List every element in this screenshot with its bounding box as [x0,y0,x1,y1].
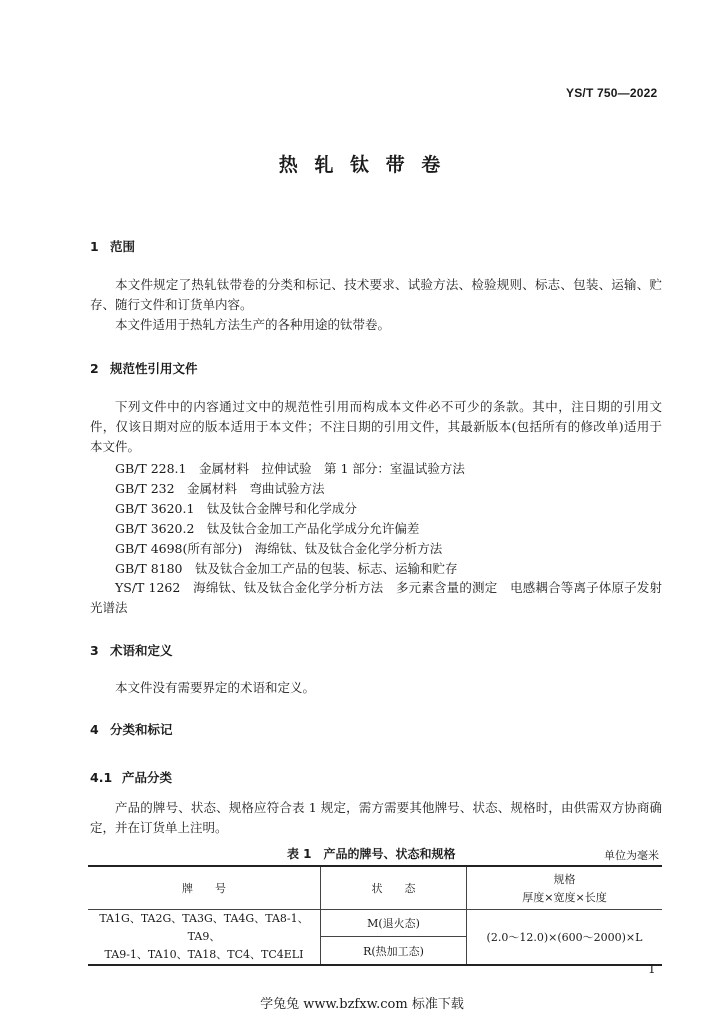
page-number: 1 [648,962,656,976]
state-cell: R(热加工态) [321,937,467,965]
paragraph: 下列文件中的内容通过文中的规范性引用而构成本文件必不可少的条款。其中，注日期的引用文件，仅该日期对应的版本适用于本文件；不注日期的引用文件，其最新版本(包括所有的修改单)适用于本文件。 [90,399,662,454]
reference-item: GB/T 4698(所有部分) 海绵钛、钛及钛合金化学分析方法 [115,541,443,556]
table-row [88,910,662,937]
section-title: 术语和定义 [110,643,173,658]
reference-item: GB/T 228.1 金属材料 拉伸试验 第 1 部分：室温试验方法 [115,461,465,476]
section-2-heading [90,359,198,377]
grades-line: TA9-1、TA10、TA18、TC4、TC4ELI [104,948,304,961]
table-header-row [88,866,662,910]
subsection-title: 产品分类 [122,770,173,785]
reference-item: YS/T 1262 海绵钛、钛及钛合金化学分析方法 多元素含量的测定 电感耦合等离子体原子发射光谱法 [90,580,662,615]
grades-cell [88,910,321,966]
grades-line: TA1G、TA2G、TA3G、TA4G、TA8-1、TA9、 [99,912,309,943]
header-state: 状 态 [321,866,467,910]
section-number: 2 [90,361,99,376]
table-unit: 单位为毫米 [604,849,659,862]
header-grade: 牌 号 [88,866,321,910]
product-table [88,865,662,966]
footer-watermark: 学兔兔 www.bzfxw.com 标准下载 [260,997,464,1012]
standard-code: YS/T 750—2022 [566,86,658,100]
section-number: 4 [90,722,99,737]
section-1-heading [90,237,135,255]
section-4-heading [90,720,173,738]
section-number: 1 [90,239,99,254]
paragraph: 本文件规定了热轧钛带卷的分类和标记、技术要求、试验方法、检验规则、标志、包装、运输、贮存、随行文件和订货单内容。 [90,277,662,312]
reference-item: GB/T 8180 钛及钛合金加工产品的包装、标志、运输和贮存 [115,561,458,576]
section-title: 范围 [110,239,136,254]
table-caption: 表 1 产品的牌号、状态和规格 [287,847,456,861]
paragraph: 本文件适用于热轧方法生产的各种用途的钛带卷。 [115,317,391,332]
header-spec-title: 规格 [553,873,576,886]
state-cell: M(退火态) [321,910,467,937]
subsection-4-1-heading [90,768,172,786]
header-spec [467,866,663,910]
reference-item: GB/T 232 金属材料 弯曲试验方法 [115,481,325,496]
reference-item: GB/T 3620.2 钛及钛合金加工产品化学成分允许偏差 [115,521,420,536]
section-title: 分类和标记 [110,722,173,737]
reference-item: GB/T 3620.1 钛及钛合金牌号和化学成分 [115,501,357,516]
header-spec-sub: 厚度×宽度×长度 [522,891,607,904]
spec-cell: (2.0～12.0)×(600～2000)×L [467,910,663,966]
paragraph: 产品的牌号、状态、规格应符合表 1 规定，需方需要其他牌号、状态、规格时，由供需双方协商确定，并在订货单上注明。 [90,800,662,835]
subsection-number: 4.1 [90,770,113,785]
section-3-heading [90,641,173,659]
section-number: 3 [90,643,99,658]
paragraph: 本文件没有需要界定的术语和定义。 [115,680,316,695]
document-title: 热 轧 钛 带 卷 [278,154,446,176]
section-title: 规范性引用文件 [110,361,198,376]
